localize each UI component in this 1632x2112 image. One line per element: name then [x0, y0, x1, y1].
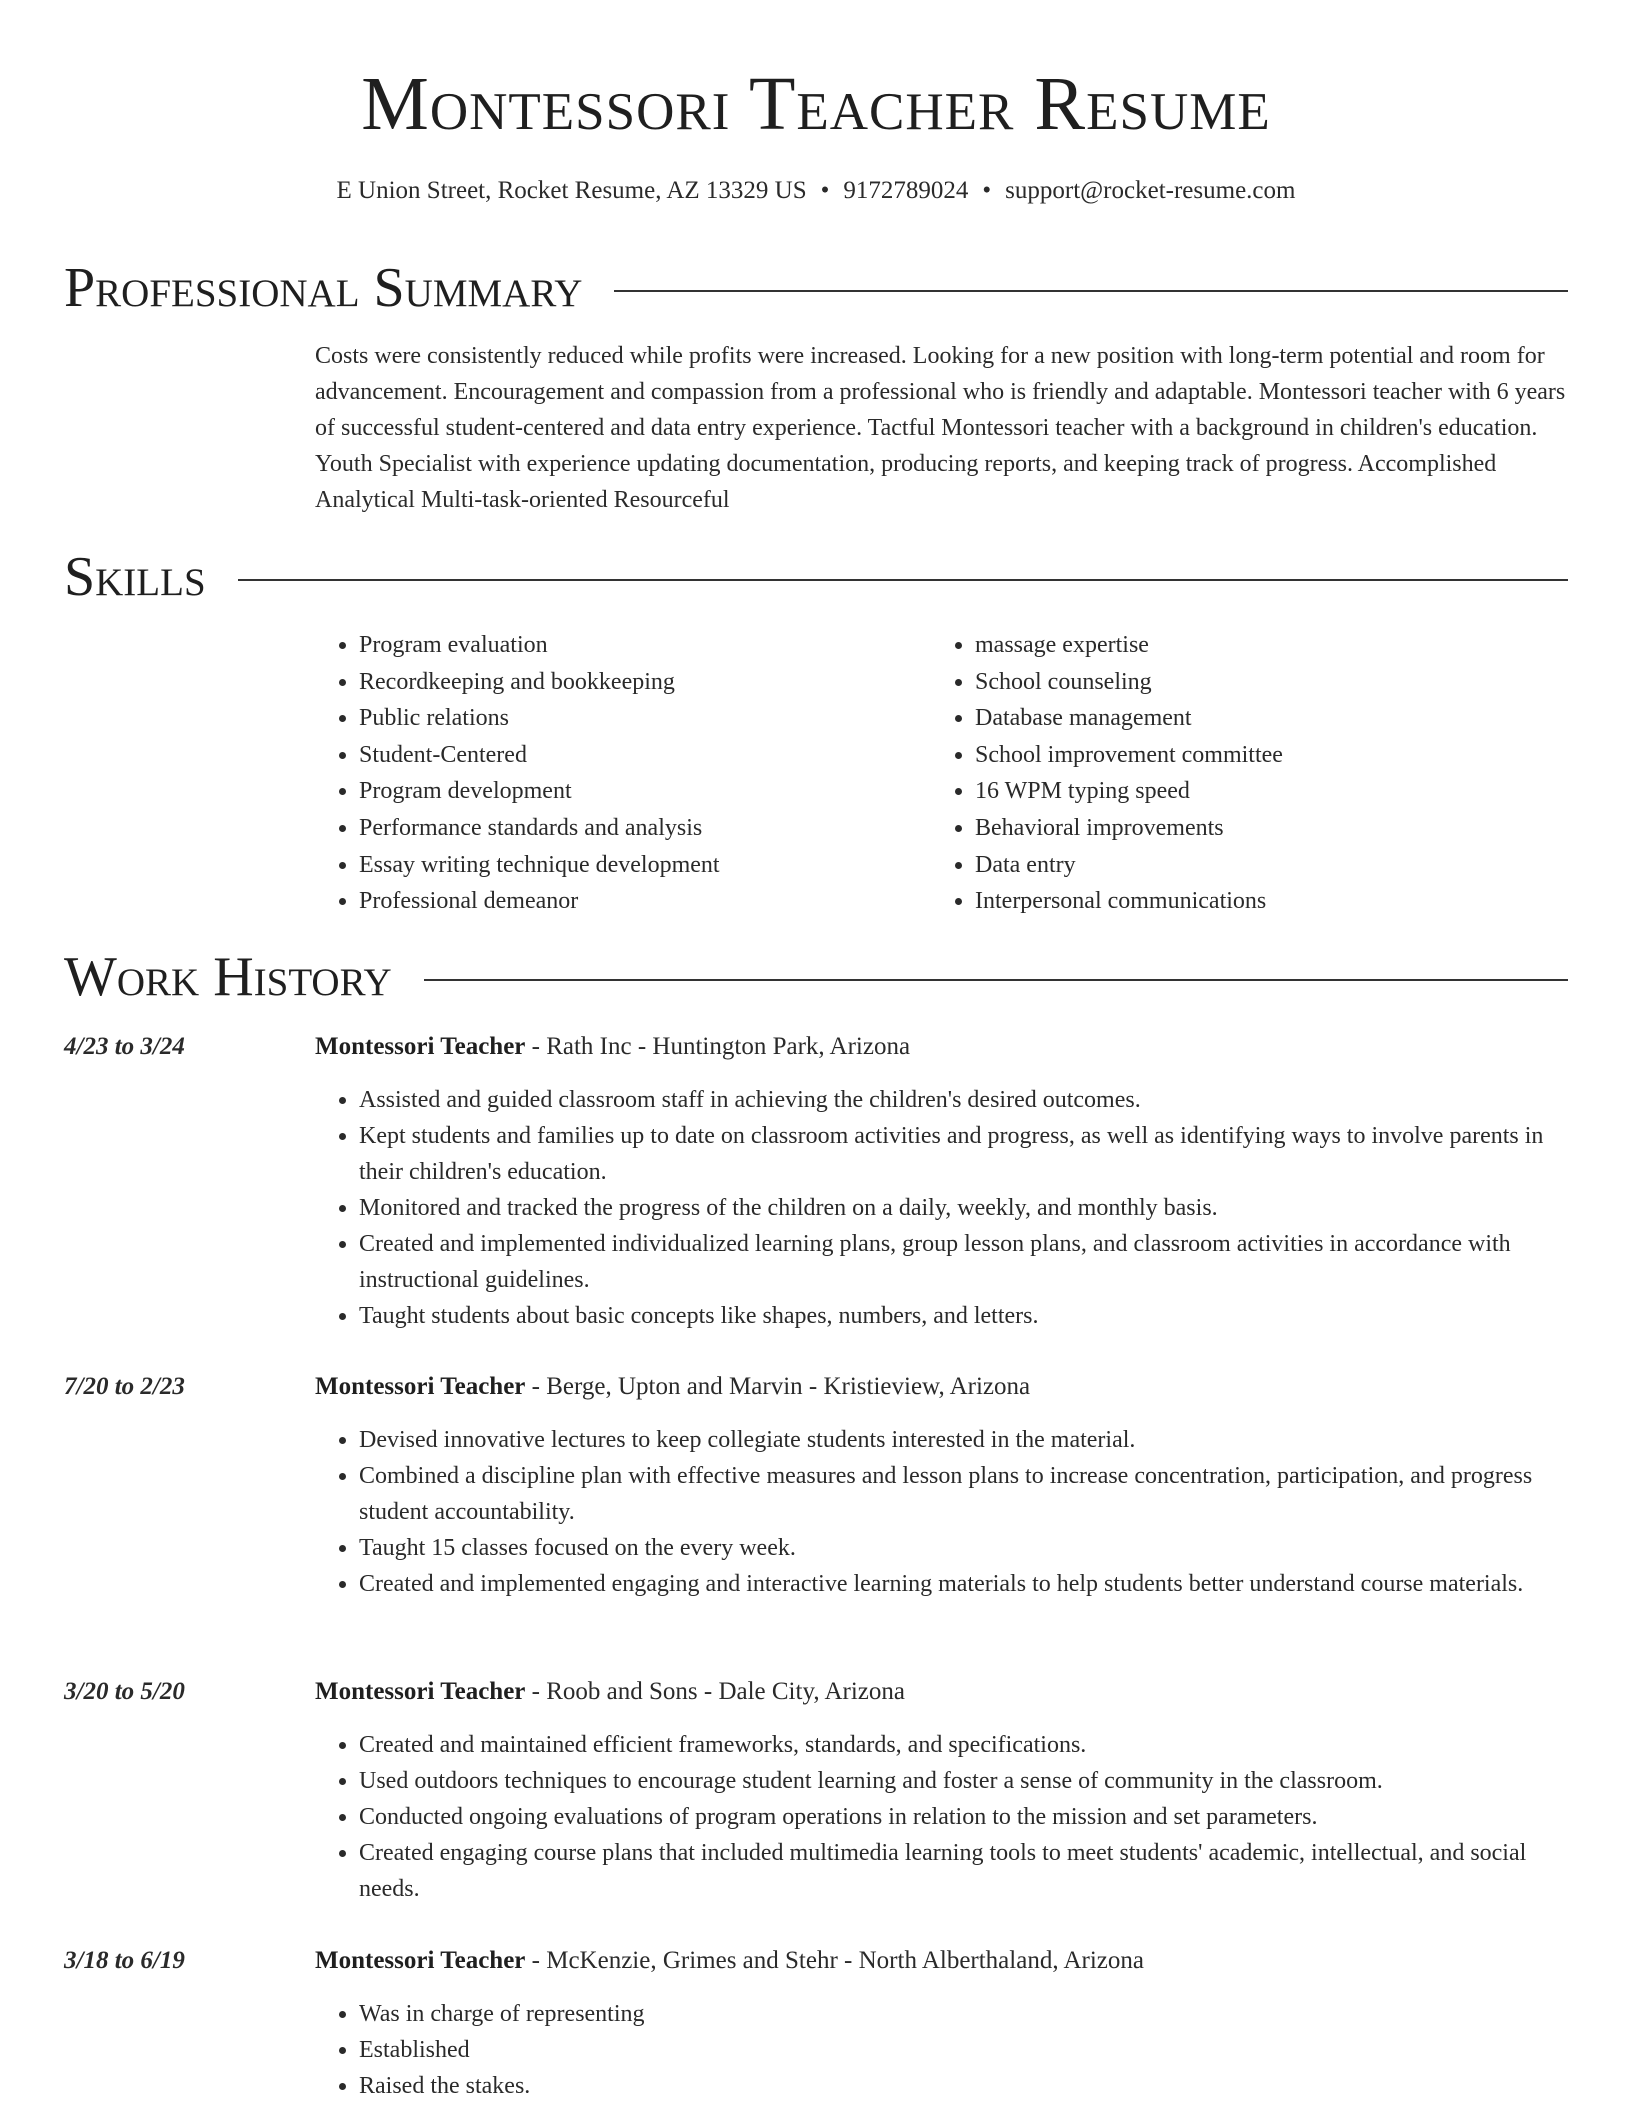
contact-email: support@rocket-resume.com: [1005, 177, 1296, 204]
job-details: - Berge, Upton and Marvin - Kristieview, Arizona: [525, 1373, 1031, 1400]
job-details: - McKenzie, Grimes and Stehr - North Alberthaland, Arizona: [525, 1947, 1144, 1974]
contact-separator: •: [820, 177, 830, 204]
contact-phone: 9172789024: [843, 177, 969, 204]
skills-column-right: [931, 627, 1547, 920]
job-heading: [315, 1370, 1030, 1404]
job-bullet: • Created and implemented engaging and interactive learning materials to help students better understand course materials.: [359, 1566, 1568, 1602]
contact-address: E Union Street, Rocket Resume, AZ 13329 US: [336, 177, 807, 204]
job-bullets: [315, 1727, 1568, 1907]
job-bullets: [315, 1996, 1568, 2104]
resume-title: Montessori Teacher Resume: [361, 62, 1271, 146]
job-bullets: [315, 1422, 1568, 1602]
job-heading: [315, 1675, 905, 1709]
job-bullets: [315, 1082, 1568, 1334]
contact-line: [0, 174, 1632, 208]
job-bullet: • Kept students and families up to date on classroom activities and progress, as well as identifying ways to involve parents in their children's education.: [359, 1118, 1568, 1190]
job-heading: [315, 1030, 910, 1064]
section-rule: [614, 290, 1568, 292]
skills-column-left: [315, 627, 931, 920]
job-role: Montessori Teacher: [315, 1033, 526, 1060]
skill-item: • Essay writing technique development: [359, 847, 931, 884]
skills-heading: [64, 545, 1568, 609]
skill-item: • Performance standards and analysis: [359, 810, 931, 847]
skill-item: • Recordkeeping and bookkeeping: [359, 664, 931, 701]
skill-item: • 16 WPM typing speed: [975, 773, 1547, 810]
job-bullet: • Established: [359, 2032, 1568, 2068]
section-rule: [238, 579, 1568, 581]
work-history-heading: [64, 945, 1568, 1009]
job-details: - Roob and Sons - Dale City, Arizona: [525, 1678, 905, 1705]
job-bullet: • Raised the stakes.: [359, 2068, 1568, 2104]
job-bullet: • Taught 15 classes focused on the every week.: [359, 1530, 1568, 1566]
skill-item: • Data entry: [975, 847, 1547, 884]
job-bullet: • Used outdoors techniques to encourage student learning and foster a sense of community in the classroom.: [359, 1763, 1568, 1799]
skills-title: Skills: [64, 546, 206, 608]
section-rule: [424, 979, 1568, 981]
skill-item: • Program development: [359, 773, 931, 810]
skill-item: • School improvement committee: [975, 737, 1547, 774]
contact-separator: •: [982, 177, 992, 204]
job-bullet: • Monitored and tracked the progress of the children on a daily, weekly, and monthly basis.: [359, 1190, 1568, 1226]
skill-item: • Public relations: [359, 700, 931, 737]
job-bullet: • Created and maintained efficient frameworks, standards, and specifications.: [359, 1727, 1568, 1763]
summary-heading: [64, 256, 1568, 320]
job-role: Montessori Teacher: [315, 1947, 526, 1974]
skill-item: • Student-Centered: [359, 737, 931, 774]
skill-item: • Behavioral improvements: [975, 810, 1547, 847]
job-bullet: • Assisted and guided classroom staff in achieving the children's desired outcomes.: [359, 1082, 1568, 1118]
summary-title: Professional Summary: [64, 257, 583, 319]
job-heading: [315, 1944, 1144, 1978]
job-dates: 3/18 to 6/19: [64, 1947, 185, 1974]
job-bullet: • Conducted ongoing evaluations of program operations in relation to the mission and set parameters.: [359, 1799, 1568, 1835]
skill-item: • School counseling: [975, 664, 1547, 701]
job-bullet: • Created and implemented individualized learning plans, group lesson plans, and classroom activities in accordance with instructional guidelines.: [359, 1226, 1568, 1298]
skills-list: [315, 627, 1568, 920]
skill-item: • massage expertise: [975, 627, 1547, 664]
job-details: - Rath Inc - Huntington Park, Arizona: [525, 1033, 911, 1060]
job-bullet: • Was in charge of representing: [359, 1996, 1568, 2032]
job-bullet: • Created engaging course plans that included multimedia learning tools to meet students' academic, intellectual, and social needs.: [359, 1835, 1568, 1907]
job-dates: 3/20 to 5/20: [64, 1678, 185, 1705]
work-history-title: Work History: [64, 946, 392, 1008]
skill-item: • Program evaluation: [359, 627, 931, 664]
job-bullet: • Combined a discipline plan with effective measures and lesson plans to increase concentration, participation, and progress student accountability.: [359, 1458, 1568, 1530]
skill-item: • Professional demeanor: [359, 883, 931, 920]
job-bullet: • Devised innovative lectures to keep collegiate students interested in the material.: [359, 1422, 1568, 1458]
job-dates: 7/20 to 2/23: [64, 1373, 185, 1400]
job-dates: 4/23 to 3/24: [64, 1033, 185, 1060]
skill-item: • Interpersonal communications: [975, 883, 1547, 920]
job-role: Montessori Teacher: [315, 1678, 526, 1705]
summary-text: Costs were consistently reduced while profits were increased. Looking for a new position with long-term potential and room for advancement. Encouragement and compassion from a professional who is friendly and adaptable. Montessori teacher with 6 years of successful student-centered and data entry experience. Tactful Montessori teacher with a background in children's education. Youth Specialist with experience updating documentation, producing reports, and keeping track of progress. Accomplished Analytical Multi-task-oriented Resourceful: [315, 343, 1566, 513]
job-bullet: • Taught students about basic concepts like shapes, numbers, and letters.: [359, 1298, 1568, 1334]
skill-item: • Database management: [975, 700, 1547, 737]
job-role: Montessori Teacher: [315, 1373, 526, 1400]
